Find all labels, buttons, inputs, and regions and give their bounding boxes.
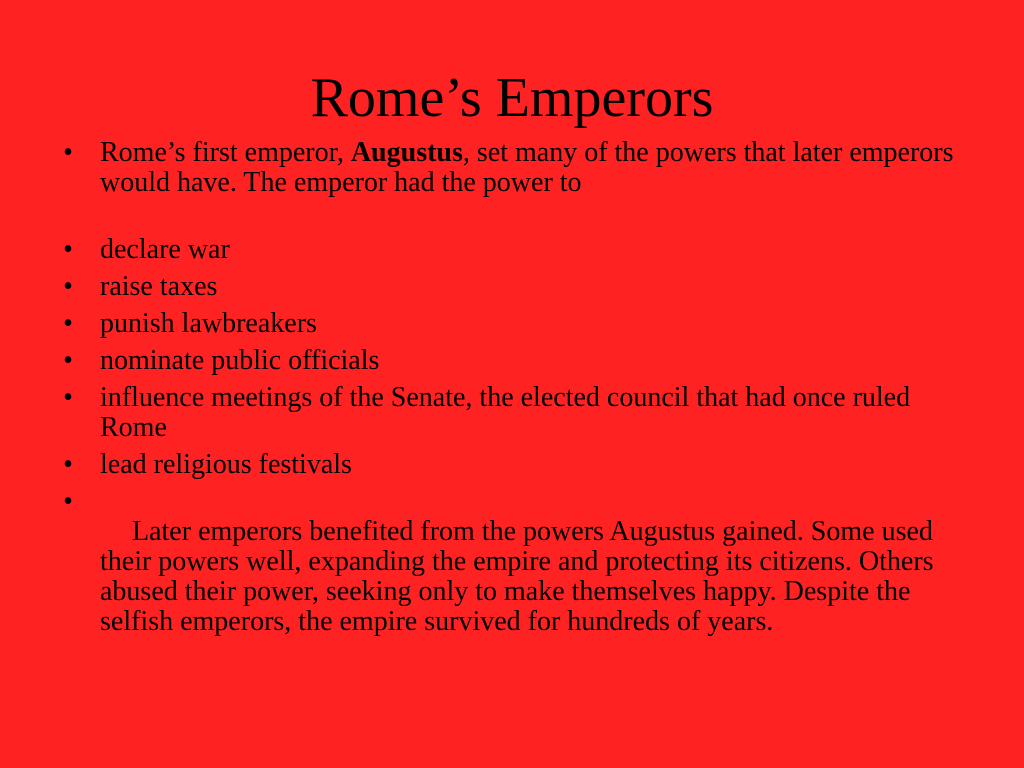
- power-item-influence-senate: [58, 383, 978, 443]
- closing-bullet: [58, 487, 978, 637]
- power-text: declare war: [100, 234, 230, 265]
- bullet-list: [58, 138, 978, 644]
- intro-suffix: , set many of the powers that later emperors would have. The emperor had the power to: [100, 137, 954, 198]
- bullet-dot: •: [63, 486, 73, 517]
- slide-title: Rome’s Emperors: [310, 67, 714, 129]
- power-item-raise-taxes: [58, 272, 978, 302]
- bullet-dot: •: [63, 449, 73, 480]
- power-item-religious-festivals: [58, 450, 978, 480]
- power-text: nominate public officials: [100, 345, 380, 376]
- power-item-punish-lawbreakers: [58, 309, 978, 339]
- intro-prefix: Rome’s first emperor,: [100, 137, 351, 168]
- intro-bullet: [58, 138, 978, 198]
- bullet-dot: •: [63, 345, 73, 376]
- power-item-declare-war: [58, 235, 978, 265]
- bullet-dot: •: [63, 234, 73, 265]
- power-text: punish lawbreakers: [100, 308, 317, 339]
- power-text: lead religious festivals: [100, 449, 352, 480]
- power-text: influence meetings of the Senate, the elected council that had once ruled Rome: [100, 382, 911, 443]
- bullet-dot: •: [63, 271, 73, 302]
- power-text: raise taxes: [100, 271, 218, 302]
- bullet-dot: •: [63, 137, 73, 168]
- closing-paragraph: Later emperors benefited from the powers Augustus gained. Some used their powers well, expanding the empire and protecting its citizens. Others abused their power, seeking only to make themselves happy. Despite the selfish emperors, the empire survived for hundreds of years.: [100, 516, 934, 637]
- bullet-dot: •: [63, 382, 73, 413]
- augustus-name: Augustus: [350, 137, 463, 168]
- bullet-dot: •: [63, 308, 73, 339]
- power-item-nominate-officials: [58, 346, 978, 376]
